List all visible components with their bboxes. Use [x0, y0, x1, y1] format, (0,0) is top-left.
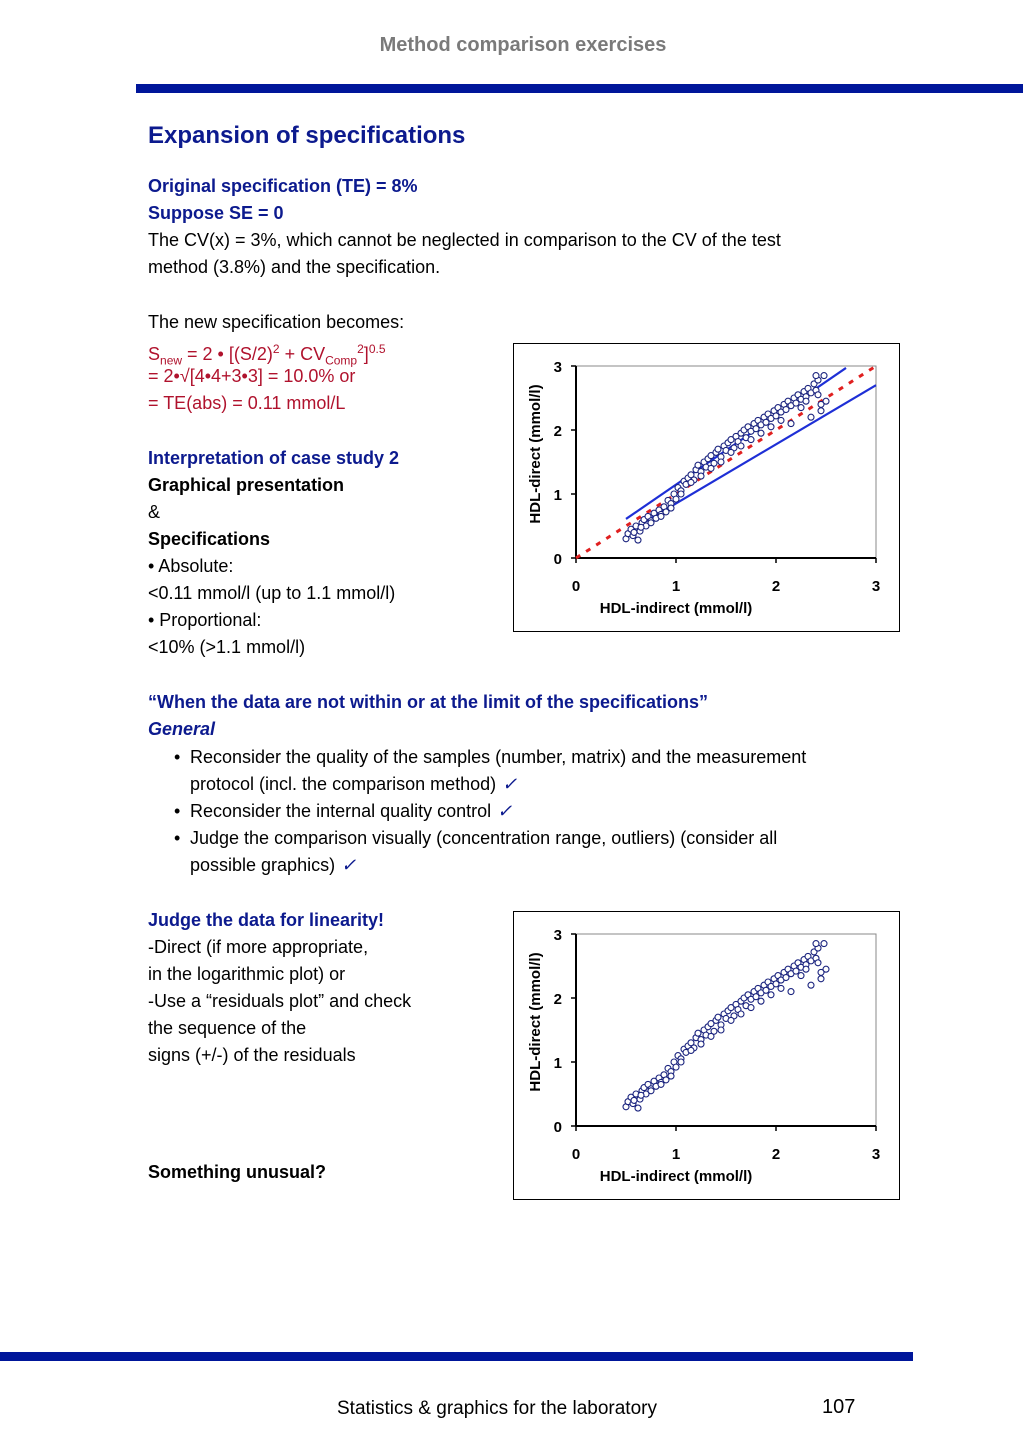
formula-sup-1: 2: [272, 342, 280, 356]
y-tick-label: 2: [553, 423, 562, 440]
checkmark-icon: ✓: [502, 774, 518, 794]
x-tick-label: 1: [671, 1146, 681, 1163]
data-point: [678, 491, 684, 497]
plot-area: [576, 934, 876, 1126]
bottom-rule: [0, 1352, 913, 1361]
data-point: [748, 1005, 754, 1011]
data-point: [648, 520, 654, 526]
x-tick-label: 0: [571, 1146, 581, 1163]
data-point: [673, 1064, 679, 1070]
data-point: [631, 1097, 637, 1103]
data-point: [718, 459, 724, 465]
original-spec: Original specification (TE) = 8%: [148, 176, 418, 196]
formula-mid: = 2 • [(S/2): [182, 344, 273, 364]
linearity-line-3: -Use a “residuals plot” and check: [148, 991, 412, 1011]
x-tick-label: 1: [671, 578, 681, 595]
data-point: [658, 1081, 664, 1087]
data-point: [758, 998, 764, 1004]
linearity-title: Judge the data for linearity!: [148, 910, 385, 930]
chart-1-svg: [514, 912, 899, 1199]
bullet-item-line-1: • Judge the comparison visually (concentration range, outliers) (consider all: [190, 828, 778, 848]
x-axis-title: HDL-indirect (mmol/l): [599, 1168, 753, 1185]
data-point: [698, 473, 704, 479]
data-point: [788, 989, 794, 995]
formula-sub-comp: Comp: [325, 353, 358, 368]
running-header: Method comparison exercises: [379, 34, 667, 56]
x-tick-label: 3: [871, 1146, 881, 1163]
scatter-chart-with-limits: [513, 343, 900, 632]
y-tick-label: 0: [553, 551, 562, 568]
y-axis-title: HDL-direct (mmol/l): [527, 952, 544, 1092]
paragraph-line-1: The CV(x) = 3%, which cannot be neglected in comparison to the CV of the test: [148, 230, 781, 250]
y-tick-label: 2: [553, 991, 562, 1008]
data-point: [668, 505, 674, 511]
formula-line-3: = TE(abs) = 0.11 mmol/L: [148, 393, 346, 413]
data-point: [695, 1030, 701, 1036]
data-point: [815, 392, 821, 398]
bullet-item: [174, 798, 910, 825]
data-point: [768, 424, 774, 430]
data-point: [635, 537, 641, 543]
data-point: [821, 373, 827, 379]
bullet-item: [174, 825, 910, 879]
bullet-item-line-1: • Reconsider the quality of the samples (number, matrix) and the measurement: [190, 747, 807, 767]
y-tick-label: 3: [553, 359, 562, 376]
data-point: [635, 1105, 641, 1111]
bullet-item-line-2: protocol (incl. the comparison method): [190, 774, 497, 794]
something-unusual: Something unusual?: [148, 1162, 326, 1182]
limits-quote: “When the data are not within or at the limit of the specifications”: [148, 692, 709, 712]
page-number: 107: [822, 1396, 856, 1418]
ampersand: &: [148, 502, 161, 522]
data-point: [648, 1088, 654, 1094]
top-rule: [136, 84, 1023, 93]
suppose-se: Suppose SE = 0: [148, 203, 284, 223]
checkmark-icon: ✓: [341, 855, 357, 875]
formula-exponent: 0.5: [368, 342, 386, 356]
x-tick-label: 3: [871, 578, 881, 595]
data-point: [788, 421, 794, 427]
formula-line-2: = 2•√[4•4+3•3] = 10.0% or: [148, 366, 356, 386]
chart-0-svg: [514, 344, 899, 631]
bullet-item-line-1: Reconsider the internal quality control: [190, 801, 492, 821]
data-point: [738, 1011, 744, 1017]
y-axis-title: HDL-direct (mmol/l): [527, 384, 544, 524]
data-point: [698, 1041, 704, 1047]
data-point: [688, 1047, 694, 1053]
paragraph-line-2: method (3.8%) and the specification.: [148, 257, 441, 277]
x-tick-label: 2: [771, 1146, 781, 1163]
data-point: [678, 1059, 684, 1065]
data-point: [668, 1073, 674, 1079]
section-title: Expansion of specifications: [148, 122, 466, 149]
general-heading: General: [148, 719, 216, 739]
data-point: [778, 417, 784, 423]
data-point: [715, 446, 721, 452]
data-point: [803, 398, 809, 404]
data-point: [631, 529, 637, 535]
proportional-label: • Proportional:: [148, 610, 262, 630]
data-point: [658, 513, 664, 519]
data-point: [778, 985, 784, 991]
new-spec-intro: The new specification becomes:: [148, 312, 405, 332]
y-tick-label: 1: [553, 487, 562, 504]
formula-sup-2: 2: [357, 342, 364, 356]
data-point: [808, 982, 814, 988]
data-point: [738, 443, 744, 449]
data-point: [728, 1017, 734, 1023]
data-point: [818, 969, 824, 975]
specifications-label: Specifications: [148, 529, 271, 549]
data-point: [715, 1014, 721, 1020]
graphical-presentation: Graphical presentation: [148, 475, 345, 495]
linearity-line-5: signs (+/-) of the residuals: [148, 1045, 356, 1065]
data-point: [815, 960, 821, 966]
y-tick-label: 3: [553, 927, 562, 944]
data-point: [798, 405, 804, 411]
data-point: [718, 1027, 724, 1033]
y-tick-label: 1: [553, 1055, 562, 1072]
formula-s: S: [148, 344, 161, 364]
data-point: [821, 941, 827, 947]
data-point: [813, 941, 819, 947]
data-point: [818, 976, 824, 982]
y-tick-label: 0: [553, 1119, 562, 1136]
data-point: [758, 430, 764, 436]
data-point: [803, 966, 809, 972]
data-point: [813, 373, 819, 379]
data-point: [695, 462, 701, 468]
linearity-line-1: -Direct (if more appropriate,: [148, 937, 369, 957]
data-point: [748, 437, 754, 443]
x-tick-label: 2: [771, 578, 781, 595]
data-point: [808, 414, 814, 420]
x-axis-title: HDL-indirect (mmol/l): [599, 600, 753, 617]
footer-text: Statistics & graphics for the laboratory: [337, 1398, 657, 1419]
formula-cv: + CV: [279, 344, 326, 364]
data-point: [798, 973, 804, 979]
data-point: [638, 1092, 644, 1098]
formula-sub-new: new: [160, 353, 183, 368]
data-point: [708, 1033, 714, 1039]
data-point: [673, 496, 679, 502]
proportional-value: <10% (>1.1 mmol/l): [148, 637, 306, 657]
data-point: [708, 465, 714, 471]
linearity-line-2: in the logarithmic plot) or: [148, 964, 346, 984]
identity-line: [576, 366, 876, 558]
checkmark-icon: ✓: [497, 801, 513, 821]
x-tick-label: 0: [571, 578, 581, 595]
absolute-label: • Absolute:: [148, 556, 234, 576]
scatter-chart-plain: [513, 911, 900, 1200]
bullet-item: [174, 744, 910, 798]
data-point: [728, 449, 734, 455]
bullet-item-line-2: possible graphics): [190, 855, 336, 875]
general-bullet-list: [174, 744, 910, 879]
absolute-value: <0.11 mmol/l (up to 1.1 mmol/l): [148, 583, 396, 603]
data-point: [818, 408, 824, 414]
data-point: [818, 401, 824, 407]
data-point: [768, 992, 774, 998]
data-point: [638, 524, 644, 530]
data-point: [688, 479, 694, 485]
linearity-line-4: the sequence of the: [148, 1018, 307, 1038]
case-study-title: Interpretation of case study 2: [148, 448, 400, 468]
formula-close: ]: [363, 344, 369, 364]
